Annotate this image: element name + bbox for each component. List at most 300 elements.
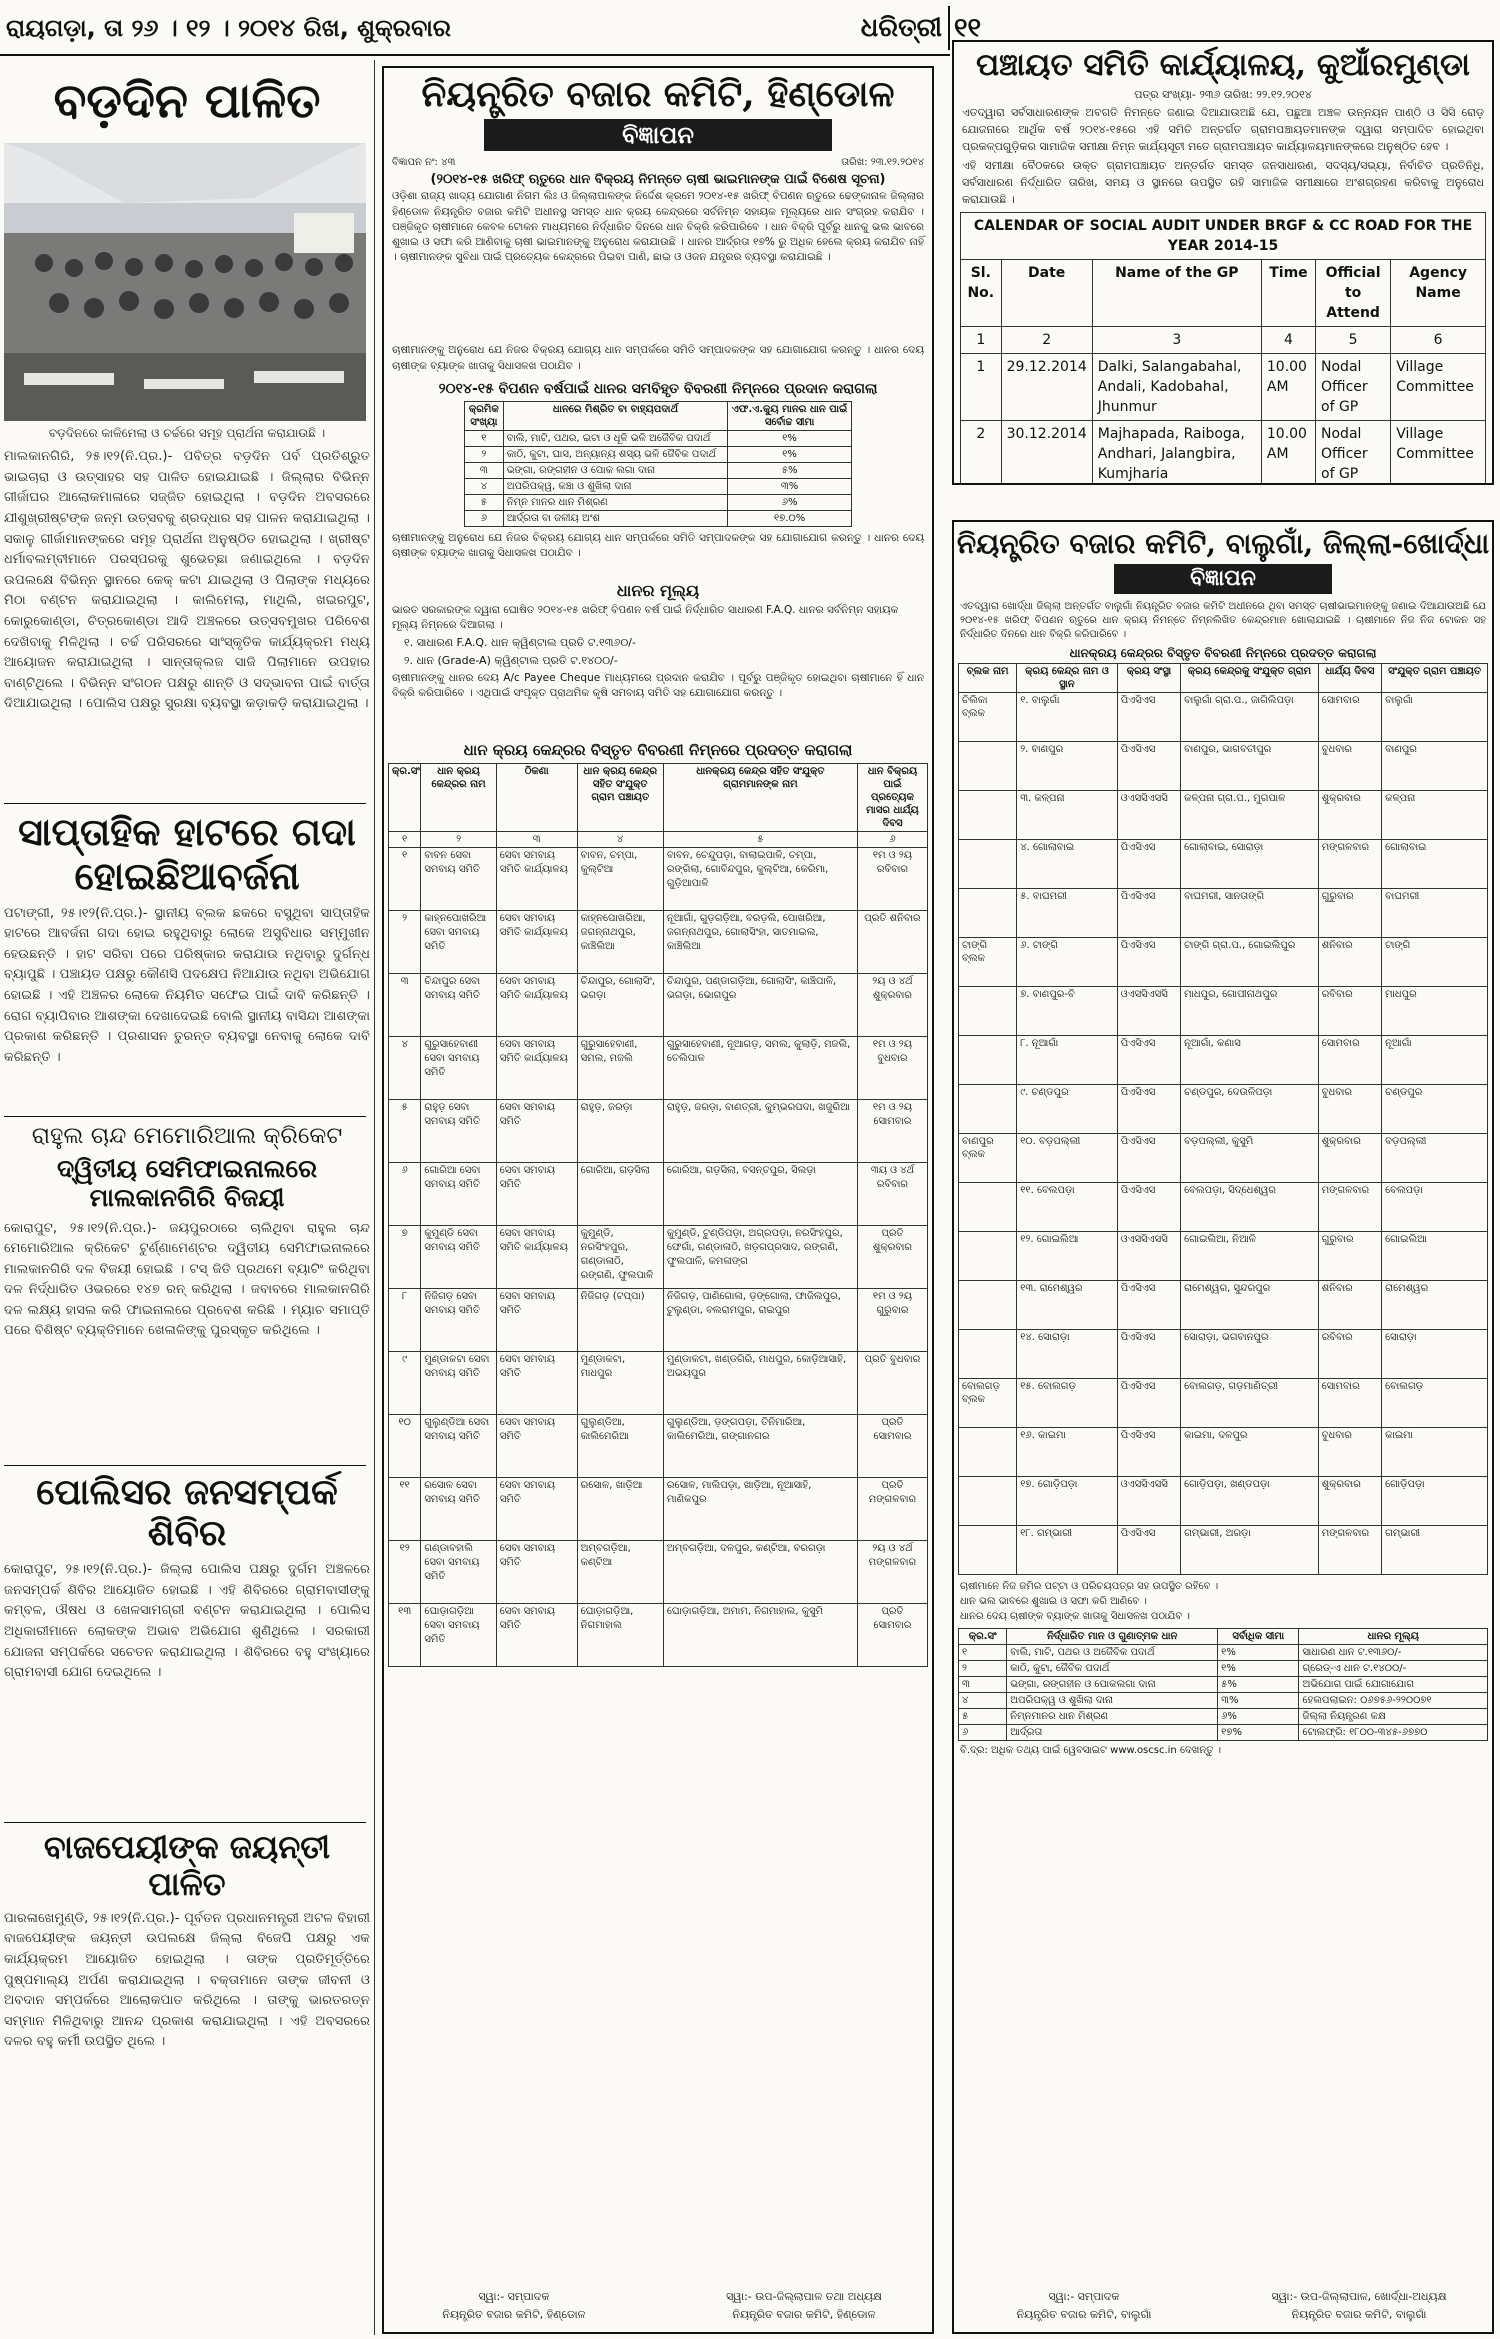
table-cell: ସେବା ସମବାୟ ସମିତି [496,1163,577,1226]
page-number: ୧୧ [948,6,988,50]
table-cell: ୫% [728,463,852,479]
column-number-row [961,326,1486,353]
spec-header: କ୍ରମିକ ସଂଖ୍ୟା [465,402,504,431]
table-row [959,1281,1488,1330]
table-cell: ଅପରିପକ୍ୱ ଓ ଶୁଖିଲା ଦାନା [1007,1693,1218,1709]
table-cell: ବାଣପୁର, ଭାଗବତୀପୁର [1181,742,1319,791]
table-cell [959,1428,1017,1477]
table-cell: ସେବା ସମବାୟ ସମିତି [496,1604,577,1667]
table-cell: ୧୦. ବଡ଼ପଲ୍ଲୀ [1017,1134,1118,1183]
table-cell: ୬% [1218,1709,1299,1725]
table-cell: ୫ [959,1709,1007,1725]
table-cell: ୨ [389,911,421,974]
table-cell: ୧୭. ଗୋଡ଼ିପଡ଼ା [1017,1477,1118,1526]
spec-header: ଧାନରେ ମିଶ୍ରିତ ବା ବାହ୍ୟପଦାର୍ଥ [503,402,727,431]
table-cell [959,1526,1017,1575]
table-cell: ଟାଙ୍ଗି ବ୍ଲକ [959,938,1017,987]
table-cell: ୧୪. ସୋରାଡ଼ା [1017,1330,1118,1379]
table-cell: ଘୋଡ଼ାଗଡ଼ିଆ ସେବା ସମବାୟ ସମିତି [421,1604,496,1667]
table-cell: ୧୧ [389,1478,421,1541]
table-cell: ଆର୍ଦ୍ରତା [1007,1725,1218,1741]
table-cell: ରାହୁଡ଼, ଜରଡ଼ା, ବାଣତ୍ରୀ, କୁମ୍ଭରପଦା, ଖଜୁରିଆ [663,1100,857,1163]
price-note: ଚାଷୀମାନଙ୍କୁ ଧାନର ଦେୟ A/c Payee Cheque ମାଧ୍ୟମରେ ପ୍ରଦାନ କରାଯିବ । ପୂର୍ବରୁ ପଞ୍ଜିକୃତ ହୋଇଥିବା ଚାଷୀମାନେ ହିଁ ଧାନ ବିକ୍ରି କରିପାରିବେ । ଏଥିପାଇଁ ସଂପୃକ୍ତ ପ୍ରାଥମିକ କୃଷି ସମବାୟ ସମିତି ସହ ଯୋଗାଯୋଗ କରନ୍ତୁ । [392,672,924,700]
table-cell: ପିଏସିଏସ [1117,938,1180,987]
note-item: ଧାନ ଭଲ ଭାବରେ ଶୁଖାଇ ଓ ସଫା କରି ଆଣିବେ । [960,1596,1147,1608]
table-row [389,974,928,1037]
table-cell: ପ୍ରତି ଶୁକ୍ରବାର [857,1226,927,1289]
table-cell: ୫ [465,495,504,511]
table-cell: ସୋମବାର [1318,1379,1381,1428]
table-cell: Village Committee [1391,420,1486,485]
table-cell: ୬% [728,495,852,511]
table-cell: 10.00 AM [1261,353,1315,420]
story3-body: କୋରାପୁଟ, ୨୫।୧୨(ନି.ପ୍ର.)- ଜୟପୁରଠାରେ ଚାଲିଥିବା ରାହୁଲ ଚାନ୍ଦ ମେମୋରିଆଲ କ୍ରିକେଟ ଟୁର୍ଣ୍ଣାମେଣ୍ଟର ଦ୍ୱିତୀୟ ସେମିଫାଇନାଲରେ ମାଲକାନଗିରି ଦଳ ବିଜୟୀ ହୋଇଛି । ଟସ୍ ଜିତି ପ୍ରଥମେ ବ୍ୟାଟିଂ କରିଥିବା ଦଳ ନିର୍ଦ୍ଧାରିତ ଓଭରରେ ୧୪୭ ରନ୍ କରିଥିଲା । ଜବାବରେ ମାଲକାନଗିରି ଦଳ ଲକ୍ଷ୍ୟ ହାସଲ କରି ଫାଇନାଲରେ ପ୍ରବେଶ କରିଛି । ମ୍ୟାଚ ସମାପ୍ତି ପରେ ବିଶିଷ୍ଟ ବ୍ୟକ୍ତିମାନେ ଖେଳାଳିଙ୍କୁ ପୁରସ୍କୃତ କରିଥିଲେ । [4,1220,370,1339]
column-header: Date [1001,259,1092,326]
balugaon-market-ad [952,520,1494,2334]
table-cell: ୩ [389,974,421,1037]
table-cell: ୬. ଟାଙ୍ଗି [1017,938,1118,987]
table-cell: ଗମ୍ଭାରୀ, ଅରଡ଼ା [1181,1526,1319,1575]
table-cell: Dalki, Salangabahal, Andali, Kadobahal, Jhunmur [1092,353,1261,420]
column-number: ୫ [663,832,857,848]
column-header: ଧାନ ବିକ୍ରୟ ପାଇଁ ପ୍ରତ୍ୟେକ ମାସର ଧାର୍ଯ୍ୟ ଦିବସ [857,764,927,832]
table-cell: ପ୍ରତି ବୁଧବାର [857,1352,927,1415]
spec-heading: ୨୦୧୪-୧୫ ବିପଣନ ବର୍ଷପାଇଁ ଧାନର ସମବିହୃତ ବିବରଣୀ ନିମ୍ନରେ ପ୍ରଦାନ କରାଗଲା [438,381,878,398]
table-cell: ସେବା ସମବାୟ ସମିତି କାର୍ଯ୍ୟାଳୟ [496,911,577,974]
table-cell: Village Committee [1391,353,1486,420]
table-cell: ରାହୁଡ଼ ସେବା ସମବାୟ ସମିତି [421,1100,496,1163]
table-cell: ବୁଧବାର [1318,1428,1381,1477]
ad-subject: (୨୦୧୪-୧୫ ଖରିଫ୍ ଋତୁରେ ଧାନ ବିକ୍ରୟ ନିମନ୍ତେ ଚାଷୀ ଭାଇମାନଙ୍କ ପାଇଁ ବିଶେଷ ସୂଚନା) [430,172,886,188]
table-cell: ରସୋଳ, ମାଲିପଡ଼ା, ଖାଡ଼ିଆ, ନୂଆସାହି, ମାଣିକପୁର [663,1478,857,1541]
table-cell: ୧୭% [1218,1725,1299,1741]
table-cell: ସେବା ସମବାୟ ସମିତି [496,1478,577,1541]
spec-table [464,401,852,527]
table-cell: ବାଘମରୀ, ସାନତାଙ୍ଗି [1181,889,1319,938]
church-crowd-image [4,143,366,421]
table-cell: ପିଏସିଏସ [1117,1428,1180,1477]
note-item: ଧାନର ଦେୟ ଚାଷୀଙ୍କ ବ୍ୟାଙ୍କ ଖାତାକୁ ସିଧାସଳଖ ପଠାଯିବ । [960,1611,1190,1623]
table-row [389,848,928,911]
story5-headline: ବାଜପେୟୀଙ୍କ ଜୟନ୍ତୀ ପାଳିତ [43,1828,331,1904]
table-cell: ୬ [959,1725,1007,1741]
column-number: 4 [1261,326,1315,353]
table-row [961,420,1486,485]
paper-name: ଧରିତ୍ରୀ [860,13,942,43]
ad-banner: ବିଜ୍ଞାପନ [484,119,832,151]
column-number: ୩ [496,832,577,848]
table-cell: ଶୁକ୍ରବାର [1318,1477,1381,1526]
table-row [959,1330,1488,1379]
table-cell [959,1330,1017,1379]
table-cell: ୨. ବାଣପୁର [1017,742,1118,791]
table-cell: ପିଏସିଏସ [1117,889,1180,938]
table-row [959,840,1488,889]
table-cell: ୧୫. ବୋଲଗଡ଼ [1017,1379,1118,1428]
table-row [465,463,852,479]
table-row [959,1725,1488,1741]
table-cell: ବୋଲଗଡ଼ [1382,1379,1488,1428]
table-row [389,1037,928,1100]
table-cell: ଟାଙ୍ଗି [1382,938,1488,987]
table-cell [959,1232,1017,1281]
column-header: ବ୍ଲକ ନାମ [959,664,1017,693]
notice-letter-ref: ପତ୍ର ସଂଖ୍ୟା- ୨୩୬ ତାରିଖ: ୨୨.୧୨.୨୦୧୪ [1134,87,1312,101]
table-cell [959,1477,1017,1526]
centre-heading: ଧାନ କ୍ରୟ କେନ୍ଦ୍ରର ବିସ୍ତୃତ ବିବରଣୀ ନିମ୍ନରେ ପ୍ରଦତ୍ତ କରାଗଲା [463,741,853,760]
table-cell: ଗୋଇଲିଆ [1382,1232,1488,1281]
table-cell: ଗୁରୁବାର [1318,889,1381,938]
table-cell: 30.12.2014 [1001,420,1092,485]
table-cell: ବାଘମରୀ [1382,889,1488,938]
ad-ref-date: ତାରିଖ: ୨୩.୧୨.୨୦୧୪ [841,157,924,169]
column-header: Agency Name [1391,259,1486,326]
story4-body: କୋରାପୁଟ, ୨୫।୧୨(ନି.ପ୍ର.)- ଜିଲ୍ଲା ପୋଲିସ ପକ୍ଷରୁ ଦୁର୍ଗମ ଅଞ୍ଚଳରେ ଜନସମ୍ପର୍କ ଶିବିର ଆୟୋଜିତ ହୋଇଛି । ଏହି ଶିବିରରେ ଗ୍ରାମବାସୀଙ୍କୁ କମ୍ବଳ, ଔଷଧ ଓ ଖେଳସାମଗ୍ରୀ ବଣ୍ଟନ କରାଯାଇଥିଲା । ପୋଲିସ ଅଧିକାରୀମାନେ ଲୋକଙ୍କ ଅଭାବ ଅଭିଯୋଗ ଶୁଣିଥିଲେ । ସରକାରୀ ଯୋଜନା ସମ୍ପର୍କରେ ସଚେତନ କରାଯାଇଥିଲା । ଶିବିରରେ ବହୁ ସଂଖ୍ୟାରେ ଗ୍ରାମବାସୀ ଯୋଗ ଦେଇଥିଲେ । [4,1562,370,1681]
table-cell: କାଇମା, ଦଳପୁର [1181,1428,1319,1477]
christmas-photo [4,143,366,421]
table-row [959,791,1488,840]
table-cell: ସୋରାଡ଼ା [1382,1330,1488,1379]
table-row [959,1709,1488,1725]
table-cell: ଚିଲିକା ବ୍ଲକ [959,693,1017,742]
table-row [959,1085,1488,1134]
ad-title: ନିୟନ୍ତ୍ରିତ ବଜାର କମିଟି, ହିଣ୍ଡୋଳ [421,73,895,115]
table-header-row [959,1629,1488,1645]
table-cell: ଅମ୍ବଗଡ଼ିଆ, ଦଳପୁର, କଣ୍ଟିଆ, ବରଗଡ଼ା [663,1541,857,1604]
table-cell: ୧% [728,447,852,463]
table-cell: ବାବନ ସେବା ସମବାୟ ସମିତି [421,848,496,911]
table-cell: ସେବା ସମବାୟ ସମିତି [496,1415,577,1478]
table-cell: ଗୁରୁସାହେବାଣୀ, ସମଲ, ମଜଲି [577,1037,663,1100]
table-cell: ୫ [389,1100,421,1163]
column-number: 5 [1316,326,1391,353]
table-row [959,1661,1488,1677]
table-cell: ୧୬. କାଇମା [1017,1428,1118,1477]
table-cell: ଚିନ୍ଦାପୁର ସେବା ସମବାୟ ସମିତି [421,974,496,1037]
table-cell: ଚିନ୍ଦାପୁର, ଗୋଲାସିଂ, ଭଗଡ଼ା [577,974,663,1037]
table-cell: ୧ [465,431,504,447]
table-cell [959,889,1017,938]
table-cell: ଅଭିଯୋଗ ପାଇଁ ଯୋଗାଯୋଗ [1299,1677,1488,1693]
table-cell: କାଠି, କୁଟା, ଘାସ, ଅନ୍ୟାନ୍ୟ ଶସ୍ୟ ଭଳି ଜୈବିକ ପଦାର୍ଥ [503,447,727,463]
story2-body: ପଟାଙ୍ଗୀ, ୨୫।୧୨(ନି.ପ୍ର.)- ସ୍ଥାନୀୟ ବ୍ଲକ ଛକରେ ବସୁଥିବା ସାପ୍ତାହିକ ହାଟରେ ଆବର୍ଜନା ଗଦା ହୋଇ ରହୁଥିବାରୁ ଲୋକେ ଅସୁବିଧାର ସମ୍ମୁଖୀନ ହେଉଛନ୍ତି । ହାଟ ସରିବା ପରେ ପରିଷ୍କାର କରାଯାଉ ନଥିବାରୁ ଦୁର୍ଗନ୍ଧ ବ୍ୟାପୁଛି । ପଞ୍ଚାୟତ ପକ୍ଷରୁ କୌଣସି ପଦକ୍ଷେପ ନିଆଯାଉ ନଥିବା ଅଭିଯୋଗ ହୋଇଛି । ଏହି ଅଞ୍ଚଳର ଲୋକେ ନିୟମିତ ସଫେଇ ପାଇଁ ଦାବି କରିଛନ୍ତି । ରୋଗ ବ୍ୟାପିବାର ଆଶଙ୍କା ଦେଖାଦେଇଛି ବୋଲି ସ୍ଥାନୀୟ ବାସିନ୍ଦା ଆଶଙ୍କା ପ୍ରକାଶ କରିଛନ୍ତି । ପ୍ରଶାସନ ତୁରନ୍ତ ବ୍ୟବସ୍ଥା ନେବାକୁ ଲୋକେ ଦାବି କରିଛନ୍ତି । [4,905,370,1065]
table-cell: ରବିବାର [1318,1330,1381,1379]
table-row [465,511,852,527]
table-cell: ପ୍ରତି ମଙ୍ଗଳବାର [857,1478,927,1541]
table-cell: ୧୩. ରାମେଶ୍ୱର [1017,1281,1118,1330]
sign-right-1: ସ୍ୱା:- ଉପ-ଜିଲ୍ଲାପାଳ ତଥା ଅଧ୍ୟକ୍ଷ [726,2290,882,2303]
table-cell: ୬ [389,1163,421,1226]
table-row [959,693,1488,742]
column-header: କ୍ରୟ କେନ୍ଦ୍ର ନାମ ଓ ସ୍ଥାନ [1017,664,1118,693]
table-cell: ଓଏସସିଏସସି [1117,987,1180,1036]
table-row [465,431,852,447]
column-header: ନିର୍ଦ୍ଧାରିତ ମାନ ଓ ଗୁଣାତ୍ମକ ଧାନ [1007,1629,1218,1645]
table-cell: ମଙ୍ଗଳବାର [1318,840,1381,889]
column-rule [374,60,375,2335]
table-cell [959,1085,1017,1134]
table-row [389,1352,928,1415]
table-row [959,1428,1488,1477]
price-intro: ଭାରତ ସରକାରଙ୍କ ଦ୍ୱାରା ଘୋଷିତ ୨୦୧୪-୧୫ ଖରିଫ୍ ବିପଣନ ବର୍ଷ ପାଇଁ ନିର୍ଦ୍ଧାରିତ ସାଧାରଣ F.A.Q. ଧାନର ସର୍ବନିମ୍ନ ସହାୟକ ମୂଲ୍ୟ ନିମ୍ନରେ ଦିଆଗଲା । [392,604,899,632]
table-cell [959,1036,1017,1085]
table-cell: ପ୍ରତି ଶନିବାର [857,911,927,974]
table-row [959,1379,1488,1428]
sign-left-2: ନିୟନ୍ତ୍ରିତ ବଜାର କମିଟି, ହିଣ୍ଡୋଳ [442,2308,586,2321]
table-cell: ସେବା ସମବାୟ ସମିତି [496,1352,577,1415]
table-cell: ବାଲି, ମାଟି, ପଥର ଓ ଅଜୈବିକ ପଦାର୍ଥ [1007,1645,1218,1661]
table-cell: ସେବା ସମବାୟ ସମିତି କାର୍ଯ୍ୟାଳୟ [496,1226,577,1289]
table-cell: ବାଣପୁର ବ୍ଲକ [959,1134,1017,1183]
column-header: ସଂଯୁକ୍ତ ଗ୍ରାମ ପଞ୍ଚାୟତ [1382,664,1488,693]
sign-left-1: ସ୍ୱା:- ସମ୍ପାଦକ [1048,2290,1120,2303]
table-cell: ୧ [389,848,421,911]
table-cell: ଟୋଲଫ୍ରି: ୧୮୦୦-୩୪୫-୬୭୭୦ [1299,1725,1488,1741]
table-cell: କାଠି, କୁଟା, ଜୈବିକ ପଦାର୍ଥ [1007,1661,1218,1677]
procurement-centre-table [958,663,1488,1575]
table-cell: ବାଲୁଗାଁ [1382,693,1488,742]
centre-table [388,763,928,1667]
table-cell: ବାଣପୁର [1382,742,1488,791]
table-cell: ୭. ବାଣପୁର-ବି [1017,987,1118,1036]
table-row [389,1604,928,1667]
divider [4,803,366,804]
note-item: ଚାଷୀମାନେ ନିଜ ଜମିର ପଟ୍ଟା ଓ ପରିଚୟପତ୍ର ସହ ଉପସ୍ଥିତ ରହିବେ । [960,1581,1219,1593]
column-number: ୨ [421,832,496,848]
table-cell: ପିଏସିଏସ [1117,1526,1180,1575]
spec-price-table [958,1628,1488,1741]
table-cell: ବାଲି, ମାଟି, ପଥର, ଇଟା ଓ ଧୂଳି ଭଳି ଅଜୈବିକ ପଦାର୍ଥ [503,431,727,447]
table-cell: ପିଏସିଏସ [1117,1036,1180,1085]
table-cell: ମଙ୍ଗଳବାର [1318,1183,1381,1232]
table-row [959,742,1488,791]
table-cell: ପିଏସିଏସ [1117,1183,1180,1232]
column-header: କ୍ରୟ ସଂସ୍ଥା [1117,664,1180,693]
table-row [959,1183,1488,1232]
table-cell: ଗ୍ରେଡ୍-ଏ ଧାନ ଟ.୧୪୦୦/- [1299,1661,1488,1677]
table-cell: ନିଜିଗଡ଼, ପାଣିଗୋଳା, ଡ଼ଙ୍ଗୋଲା, ଫାଜିଲପୁର, ଟୁଲୁଣ୍ଡା, ବଲରାମପୁର, ରାଇପୁର [663,1289,857,1352]
table-cell: ଗୁଲୁଣ୍ଡିଆ, ଡ଼ଙ୍ଗପଡ଼ା, ତିନିମାରିଆ, କାଲିମେରିଆ, ଗଙ୍ଗାନଗର [663,1415,857,1478]
table-cell: ୬ [465,511,504,527]
column-number: ୪ [577,832,663,848]
table-cell: ୧୨. ଗୋଇଲିଆ [1017,1232,1118,1281]
story1-caption: ବଡ଼ଦିନରେ କାଳିମେଲା ଓ ଚର୍ଚ୍ଚରେ ସମୂହ ପ୍ରାର୍ଥନା କରାଯାଉଛି । [48,426,326,441]
table-header-row [961,259,1486,326]
table-cell: ଗୁଲୁଣ୍ଡିଆ ସେବା ସମବାୟ ସମିତି [421,1415,496,1478]
table-cell: ନିଜିଗଡ଼ (ଟପ୍ପା) [577,1289,663,1352]
ad-intro: ଏତଦ୍ୱାରା ଖୋର୍ଦ୍ଧା ଜିଲ୍ଲା ଅନ୍ତର୍ଗତ ବାଲୁଗାଁ ନିୟନ୍ତ୍ରିତ ବଜାର କମିଟି ଅଧୀନରେ ଥିବା ସମସ୍ତ ଚାଷୀଭାଇମାନଙ୍କୁ ଜଣାଇ ଦିଆଯାଉଅଛି ଯେ ୨୦୧୪-୧୫ ଖରିଫ୍ ବିପଣନ ଋତୁରେ ଧାନ କ୍ରୟ ନିମନ୍ତେ ନିମ୍ନଲିଖିତ କେନ୍ଦ୍ରମାନ ଖୋଲାଯାଇଛି । ଚାଷୀମାନେ ନିଜ ନିଜ ଟୋକନ ସହ ନିର୍ଦ୍ଧାରିତ ଦିନରେ ଧାନ ବିକ୍ରି କରିପାରିବେ । [960,601,1486,641]
table-cell: ପିଏସିଏସ [1117,1330,1180,1379]
table-cell: ସାଧାରଣ ଧାନ ଟ.୧୩୬୦/- [1299,1645,1488,1661]
table-row [959,938,1488,987]
audit-calendar-table [960,212,1486,485]
table-row [961,353,1486,420]
table-cell: ବାଲୁଗାଁ ଗ୍ରା.ପ., ଜାଗିଲିପଡ଼ା [1181,693,1319,742]
table-cell: ଗୋଇଲିଆ, ନିଆଳି [1181,1232,1319,1281]
column-header: ଧାନର ମୂଲ୍ୟ [1299,1629,1488,1645]
divider [4,1822,366,1823]
table-cell: ଗୋରିଆ, ଗଡ଼ସିଲା [577,1163,663,1226]
table-cell: ପିଏସିଏସ [1117,742,1180,791]
table-cell: ପିଏସିଏସ [1117,1134,1180,1183]
table-cell [959,1183,1017,1232]
table-cell: ୩ [959,1677,1007,1693]
table-cell: ୧% [728,431,852,447]
table-header-row [389,764,928,832]
table-cell: ହେଲପଲାଇନ: ୦୬୭୫୬-୨୨୦୦୭୧ [1299,1693,1488,1709]
price-heading: ଧାନର ମୂଲ୍ୟ [616,581,700,601]
divider [4,1116,366,1117]
column-header: କ୍ର.ସଂ [389,764,421,832]
story1-headline: ବଡ଼ଦିନ ପାଳିତ [53,73,321,129]
story1-body: ମାଲକାନଗିରି, ୨୫।୧୨(ନି.ପ୍ର.)- ପବିତ୍ର ବଡ଼ଦିନ ପର୍ବ ପ୍ରତିଶ୍ରୁତ ଭାଇଚାରା ଓ ଉତ୍ସାହର ସହ ପାଳିତ ହୋଇଯାଇଛି । ଜିଲ୍ଲାର ବିଭିନ୍ନ ଗୀର୍ଜାଘର ଆଲୋକମାଳାରେ ସଜ୍ଜିତ ହୋଇଥିଲା । ବଡ଼ଦିନ ଅବସରରେ ଯୀଶୁଖ୍ରୀଷ୍ଟଙ୍କ ଜନ୍ମ ଉତ୍ସବକୁ ଶ୍ରଦ୍ଧାର ସହ ପାଳନ କରାଯାଇଥିଲା । ସକାଳୁ ଗୀର୍ଜାମାନଙ୍କରେ ସମୂହ ପ୍ରାର୍ଥନା ଅନୁଷ୍ଠିତ ହୋଇଥିଲା । ଖ୍ରୀଷ୍ଟ ଧର୍ମାବଲମ୍ବୀମାନେ ପରସ୍ପରକୁ ଶୁଭେଚ୍ଛା ଜଣାଇଥିଲେ । ବଡ଼ଦିନ ଉପଲକ୍ଷେ ବିଭିନ୍ନ ସ୍ଥାନରେ କେକ୍ କଟା ଯାଇଥିଲା ଓ ପିଲାଙ୍କ ମଧ୍ୟରେ ମିଠା ବଣ୍ଟନ କରାଯାଇଥିଲା । କାଲିମେଲା, ମାଥିଲି, ଖଇରପୁଟ, କୋରୁକୋଣ୍ଡା, ଚିତ୍ରକୋଣ୍ଡା ଆଦି ଅଞ୍ଚଳରେ ଉତ୍ସବମୁଖର ପରିବେଶ ଦେଖିବାକୁ ମିଳିଥିଲା । ଚର୍ଚ୍ଚ ପରିସରରେ ସାଂସ୍କୃତିକ କାର୍ଯ୍ୟକ୍ରମ ମଧ୍ୟ ଆୟୋଜନ କରାଯାଇଥିଲା । ସାନ୍ତାକ୍ଲଜ ସାଜି ପିଲାମାନେ ଉପହାର ବାଣ୍ଟିଥିଲେ । ବିଭିନ୍ନ ସଂଗଠନ ପକ୍ଷରୁ ଶାନ୍ତି ଓ ସଦ୍ଭାବନା ପାଇଁ ବାର୍ତ୍ତା ଦିଆଯାଇଥିଲା । ପୋଲିସ ପକ୍ଷରୁ ସୁରକ୍ଷା ବ୍ୟବସ୍ଥା କଡ଼ାକଡ଼ି କରାଯାଇଥିଲା । [4,449,370,712]
table-cell: ୯. ଚଣ୍ଡପୁର [1017,1085,1118,1134]
footer-note: ବି.ଦ୍ର: ଅଧିକ ତଥ୍ୟ ପାଇଁ ୱେବସାଇଟ www.oscsc.in ଦେଖନ୍ତୁ । [960,1745,1222,1757]
table-cell: 1 [961,353,1002,420]
table-cell: ୪ [389,1037,421,1100]
table-cell: ପିଏସିଏସ [1117,693,1180,742]
table-cell: ଆର୍ଦ୍ରତା ବା ଜଳୀୟ ଅଂଶ [503,511,727,527]
table-cell: ୧୨ [389,1541,421,1604]
story4-headline: ପୋଲିସର ଜନସମ୍ପର୍କ ଶିବିର [36,1470,338,1554]
table-row [959,889,1488,938]
column-header: ଧାନ କ୍ରୟ କେନ୍ଦ୍ର ସହିତ ସଂଯୁକ୍ତ ଗ୍ରାମ ପଞ୍ଚାୟତ [577,764,663,832]
column-number: 2 [1001,326,1092,353]
story3-headline: ଦ୍ୱିତୀୟ ସେମିଫାଇନାଲରେ ମାଲକାନଗିରି ବିଜୟୀ [56,1154,318,1212]
table-cell: ଘୋଡ଼ାଗଡ଼ିଆ, ଅମାମ, ନିଗମାହାଲ, କୁସୁମି [663,1604,857,1667]
calendar-title: CALENDAR OF SOCIAL AUDIT UNDER BRGF & CC ROAD FOR THE YEAR 2014-15 [961,212,1486,259]
price-item: ୧. ସାଧାରଣ F.A.Q. ଧାନ କ୍ୱିଣ୍ଟାଲ ପ୍ରତି ଟ.୧୩୬୦/- [404,636,636,650]
table-cell: ପ୍ରତି ସୋମବାର [857,1604,927,1667]
table-cell: ୩% [1218,1693,1299,1709]
table-cell: ଶୁକ୍ରବାର [1318,791,1381,840]
table-cell: ପିଏସିଏସ [1117,1085,1180,1134]
table-cell: ଶୁକ୍ରବାର [1318,1134,1381,1183]
table-cell: ମୁଣ୍ଡାକଟା, ମାଧପୁର [577,1352,663,1415]
story5-body: ପାରଳାଖେମୁଣ୍ଡି, ୨୫।୧୨(ନି.ପ୍ର.)- ପୂର୍ବତନ ପ୍ରଧାନମନ୍ତ୍ରୀ ଅଟଳ ବିହାରୀ ବାଜପେୟୀଙ୍କ ଜୟନ୍ତୀ ଉପଲକ୍ଷେ ଜିଲ୍ଲା ବିଜେପି ପକ୍ଷରୁ ଏକ କାର୍ଯ୍ୟକ୍ରମ ଆୟୋଜିତ ହୋଇଥିଲା । ତାଙ୍କ ପ୍ରତିମୂର୍ତ୍ତିରେ ପୁଷ୍ପମାଲ୍ୟ ଅର୍ପଣ କରାଯାଇଥିଲା । ବକ୍ତାମାନେ ତାଙ୍କ ଜୀବନୀ ଓ ଅବଦାନ ସମ୍ପର୍କରେ ଆଲୋକପାତ କରିଥିଲେ । ତାଙ୍କୁ ଭାରତରତ୍ନ ସମ୍ମାନ ମିଳିଥିବାରୁ ଆନନ୍ଦ ପ୍ରକାଶ କରାଯାଇଥିଲା । ଏହି ଅବସରରେ ଦଳର ବହୁ କର୍ମୀ ଉପସ୍ଥିତ ଥିଲେ । [4,1910,370,2050]
sign-left-2: ନିୟନ୍ତ୍ରିତ ବଜାର କମିଟି, ବାଲୁଗାଁ [1016,2308,1152,2321]
notice-title: ପଞ୍ଚାୟତ ସମିତି କାର୍ଯ୍ୟାଳୟ, କୁଆଁରମୁଣ୍ଡା [975,47,1470,83]
table-cell: ୩ୟ ଓ ୪ର୍ଥ ରବିବାର [857,1163,927,1226]
table-row [959,1232,1488,1281]
table-cell: ବୋଲଗଡ଼, ଗଡ଼ମାଣିତ୍ରୀ [1181,1379,1319,1428]
table-row [465,479,852,495]
table-cell: ପିଏସିଏସ [1117,1281,1180,1330]
table-cell: ରାହୁଡ଼, ଜରଡ଼ା [577,1100,663,1163]
table-cell: ୪ [959,1693,1007,1709]
table-cell: ସେବା ସମବାୟ ସମିତି [496,1289,577,1352]
table-cell: କାହ୍ନପୋଖରିଆ ସେବା ସମବାୟ ସମିତି [421,911,496,974]
table-cell: ଟାଙ୍ଗି ଗ୍ରା.ପ., ଗୋଇଲିପୁର [1181,938,1319,987]
table-cell: ୨ [465,447,504,463]
notice-intro: ଏତଦ୍ୱାରା ସର୍ବସାଧାରଣଙ୍କ ଅବଗତି ନିମନ୍ତେ ଜଣାଇ ଦିଆଯାଉଅଛି ଯେ, ପଛୁଆ ଅଞ୍ଚଳ ଉନ୍ନୟନ ପାଣ୍ଠି ଓ ସିସି ରୋଡ଼ ଯୋଜନାରେ ଆର୍ଥିକ ବର୍ଷ ୨୦୧୪-୧୫ରେ ଏହି ସମିତି ଅନ୍ତର୍ଗତ ଗ୍ରାମପଞ୍ଚାୟତମାନଙ୍କ ଦ୍ୱାରା ସମ୍ପାଦିତ ହୋଇଥିବା ପ୍ରକଳ୍ପଗୁଡ଼ିକର ସାମାଜିକ ସମୀକ୍ଷା ନିମ୍ନ କାର୍ଯ୍ୟସୂଚୀ ମତେ ଗ୍ରାମପଞ୍ଚାୟତ କାର୍ଯ୍ୟାଳୟମାନଙ୍କରେ ଅନୁଷ୍ଠିତ ହେବ । [962,105,1484,153]
column-number: ୬ [857,832,927,848]
table-cell: ରବିବାର [1318,987,1381,1036]
table-cell: ଗମ୍ଭାରୀ [1382,1526,1488,1575]
table-cell: ନିମ୍ନମାନର ଧାନ ମିଶ୍ରଣ [1007,1709,1218,1725]
table-cell: କାଇମା [1382,1428,1488,1477]
hindol-market-ad [382,66,934,2334]
table-row [389,911,928,974]
table-cell [959,791,1017,840]
sign-right-1: ସ୍ୱା:- ଉପ-ଜିଲ୍ଲାପାଳ, ଖୋର୍ଦ୍ଧା-ଅଧ୍ୟକ୍ଷ [1271,2290,1447,2303]
column-number: ୧ [389,832,421,848]
table-cell: ବେଲପଡ଼ା, ସିଦ୍ଧେଶ୍ୱର [1181,1183,1319,1232]
column-number: 6 [1391,326,1486,353]
table-cell: କାହ୍ନପୋଖରିଆ, ଜଗନ୍ନାଥପୁର, କାଞ୍ଚିଲିଆ [577,911,663,974]
table-cell: ୯ [389,1352,421,1415]
table-cell: ଗୋଡ଼ିପଡ଼ା, ଖଣ୍ଡପଡ଼ା [1181,1477,1319,1526]
ad-title: ନିୟନ୍ତ୍ରିତ ବଜାର କମିଟି, ବାଲୁଗାଁ, ଜିଲ୍ଲା-ଖୋର୍ଦ୍ଧା [956,527,1490,560]
ad-notes [954,1575,1492,1628]
table-cell: 10.00 AM [1261,420,1315,485]
column-header: କ୍ରୟ କେନ୍ଦ୍ରକୁ ସଂଯୁକ୍ତ ଗ୍ରାମ [1181,664,1319,693]
table-cell: ସେବା ସମବାୟ ସମିତି [496,1541,577,1604]
table-cell: ମୁଣ୍ଡାକଟା ସେବା ସମବାୟ ସମିତି [421,1352,496,1415]
table-cell: ଗୋରିଆ, ଗଡ଼ସିଲା, ବସନ୍ତପୁର, ସିଲଡ଼ା [663,1163,857,1226]
table-row [959,1526,1488,1575]
table-cell: ୩ [465,463,504,479]
sign-left-1: ସ୍ୱା:- ସମ୍ପାଦକ [478,2290,550,2303]
column-number: 1 [961,326,1002,353]
column-header: କ୍ର.ସଂ [959,1629,1007,1645]
table-cell: ଶନିବାର [1318,938,1381,987]
table-cell: ସେବା ସମବାୟ ସମିତି [496,1100,577,1163]
column-header: ଧାନ କ୍ରୟ କେନ୍ଦ୍ରର ନାମ [421,764,496,832]
table-cell: ଗୋଲାବାଇ [1382,840,1488,889]
table-cell: ସେବା ସମବାୟ ସମିତି କାର୍ଯ୍ୟାଳୟ [496,848,577,911]
table-row [389,1478,928,1541]
table-row [959,1693,1488,1709]
table-cell: ମଙ୍ଗଳବାର [1318,1526,1381,1575]
table-cell: ଓଏସସିଏସସି [1117,1232,1180,1281]
table-cell: ୩% [728,479,852,495]
table-cell: ମାଧପୁର [1382,987,1488,1036]
table-cell: ଭଙ୍ଗା, ରଙ୍ଗହୀନ ଓ ପୋକଲଗା ଦାନା [1007,1677,1218,1693]
table-cell: ୧ମ ଓ ୨ୟ ଗୁରୁବାର [857,1289,927,1352]
table-cell: ଚଣ୍ଡପୁର, ଦେଉଳିପଡ଼ା [1181,1085,1319,1134]
table-cell [959,987,1017,1036]
table-cell: ୧ମ ଓ ୨ୟ ବୁଧବାର [857,1037,927,1100]
table-cell: ୪. ଗୋଲାବାଇ [1017,840,1118,889]
ad-banner: ବିଜ୍ଞାପନ [1114,564,1332,594]
table-row [389,1163,928,1226]
column-header: Time [1261,259,1315,326]
table-cell: ୧୭.୦% [728,511,852,527]
price-item: ୨. ଧାନ (Grade-A) କ୍ୱିଣ୍ଟାଲ ପ୍ରତି ଟ.୧୪୦୦/- [404,654,618,668]
notice-intro-2: ଏହି ସମୀକ୍ଷା ବୈଠକରେ ଉକ୍ତ ଗ୍ରାମପଞ୍ଚାୟତ ଅନ୍ତର୍ଗତ ସମସ୍ତ ଜନସାଧାରଣ, ସଦସ୍ୟ/ସଭ୍ୟା, ନିର୍ବାଚିତ ପ୍ରତିନିଧି, ସର୍ବସାଧାରଣ ନିର୍ଦ୍ଧାରିତ ତାରିଖ, ସମୟ ଓ ସ୍ଥାନରେ ଉପସ୍ଥିତ ରହି ସାମାଜିକ ସମୀକ୍ଷାରେ ଅଂଶଗ୍ରହଣ କରିବାକୁ ଅନୁରୋଧ କରାଯାଉଛି । [962,158,1484,206]
table-cell: ୮. ନୂଆଗାଁ [1017,1036,1118,1085]
table-cell: ଚିନ୍ଦାପୁର, ପଣ୍ଡାଗଡ଼ିଆ, ଗୋଲାସିଂ, କାଞ୍ଚିପାଳି, ଭଗଡ଼ା, ଭୋଗପୁର [663,974,857,1037]
table-row [959,1645,1488,1661]
table-cell: ଭଙ୍ଗା, ରଙ୍ଗହୀନ ଓ ପୋକ ଲଗା ଦାନା [503,463,727,479]
sign-right-2: ନିୟନ୍ତ୍ରିତ ବଜାର କମିଟି, ହିଣ୍ଡୋଳ [732,2308,876,2321]
table-row [465,495,852,511]
table-cell: କୁମୁଣ୍ଡି, ଟୁଣ୍ଡିପଡ଼ା, ଅଗ୍ରପଡ଼ା, ନରସିଂହପୁର, ଫେଗାଁ, ଗଣ୍ଡାଳାଠି, ଖଡ଼ଗପ୍ରସାଦ, ରଙ୍ଗଣି, ଫୁଲପାଳି, କମଳାଙ୍ଗ [663,1226,857,1289]
column-number-row [389,832,928,848]
table-cell: କଳ୍ପନା ଗ୍ରା.ପ., ମୁଗପାଳ [1181,791,1319,840]
table-cell [959,1281,1017,1330]
table-cell: ୧୩ [389,1604,421,1667]
table-cell: ଗୋଡ଼ିପଡ଼ା [1382,1477,1488,1526]
table-cell: ସେବା ସମବାୟ ସମିତି କାର୍ଯ୍ୟାଳୟ [496,974,577,1037]
table-cell: ୧% [1218,1661,1299,1677]
table-cell: ଗୋଲାବାଇ, ସୋରାଡ଼ା [1181,840,1319,889]
table-cell: ଗୁରୁବାର [1318,1232,1381,1281]
sign-right-2: ନିୟନ୍ତ୍ରିତ ବଜାର କମିଟି, ବାଲୁଗାଁ [1291,2308,1427,2321]
table-cell: ଗଣ୍ଡାବହାଲି ସେବା ସମବାୟ ସମିତି [421,1541,496,1604]
table-cell: ୧% [1218,1645,1299,1661]
